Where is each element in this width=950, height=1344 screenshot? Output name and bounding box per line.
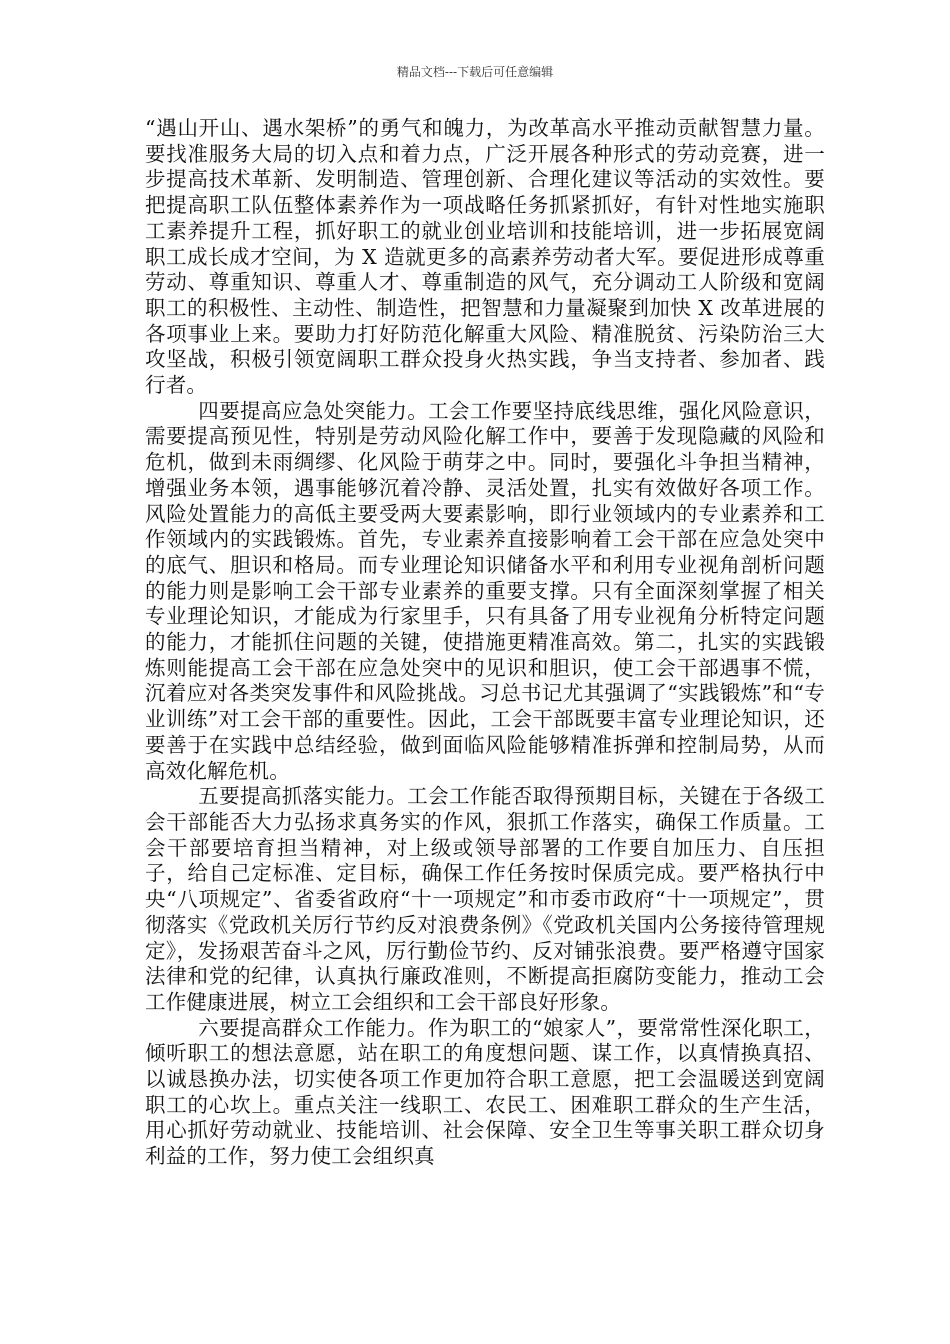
paragraph-implementation: 五要提高抓落实能力。工会工作能否取得预期目标，关键在于各级工会干部能否大力弘扬求真务实的作风，狠抓工作落实，确保工作质量。工会干部要培育担当精神，对上级或领导部署的工作要自加压力、自压担子，给自己定标准、定目标，确保工作任务按时保质完成。要严格执行中央“八项规定”、省委省政府“十一项规定”和市委市政府“十一项规定”，贯彻落实《党政机关厉行节约反对浪费条例》《党政机关国内公务接待管理规定》，发扬艰苦奋斗之风，厉行勤俭节约、反对铺张浪费。要严格遵守国家法律和党的纪律，认真执行廉政准则，不断提高拒腐防变能力，推动工会工作健康进展，树立工会组织和工会干部良好形象。 (145, 784, 825, 1014)
page-header: 精品文档---下载后可任意编辑 (396, 65, 554, 79)
paragraph-emergency-response: 四要提高应急处突能力。工会工作要坚持底线思维，强化风险意识，需要提高预见性，特别是劳动风险化解工作中，要善于发现隐藏的风险和危机，做到未雨绸缪、化风险于萌芽之中。同时，要强化斗争担当精神，增强业务本领，遇事能够沉着冷静、灵活处置，扎实有效做好各项工作。风险处置能力的高低主要受两大要素影响，即行业领域内的专业素养和工作领域内的实践锻炼。首先，专业素养直接影响着工会干部在应急处突中的底气、胆识和格局。而专业理论知识储备水平和利用专业视角剖析问题的能力则是影响工会干部专业素养的重要支撑。只有全面深刻掌握了相关专业理论知识，才能成为行家里手，只有具备了用专业视角分析特定问题的能力，才能抓住问题的关键，使措施更精准高效。第二，扎实的实践锻炼则能提高工会干部在应急处突中的见识和胆识，使工会干部遇事不慌，沉着应对各类突发事件和风险挑战。习总书记尤其强调了“实践锻炼”和“专业训练”对工会干部的重要性。因此，工会干部既要丰富专业理论知识，还要善于在实践中总结经验，做到面临风险能够精准拆弹和控制局势，从而高效化解危机。 (145, 398, 825, 783)
document-body (145, 116, 825, 1170)
paragraph-mass-work: 六要提高群众工作能力。作为职工的“娘家人”，要常常性深化职工，倾听职工的想法意愿，站在职工的角度想问题、谋工作，以真情换真招、以诚恳换办法，切实使各项工作更加符合职工意愿，把工会温暖送到宽阔职工的心坎上。重点关注一线职工、农民工、困难职工群众的生产生活，用心抓好劳动就业、技能培训、社会保障、安全卫生等事关职工群众切身利益的工作，努力使工会组织真 (145, 1015, 825, 1169)
paragraph-continued: “遇山开山、遇水架桥”的勇气和魄力，为改革高水平推动贡献智慧力量。要找准服务大局的切入点和着力点，广泛开展各种形式的劳动竞赛，进一步提高技术革新、发明制造、管理创新、合理化建议等活动的实效性。要把提高职工队伍整体素养作为一项战略任务抓紧抓好，有针对性地实施职工素养提升工程，抓好职工的就业创业培训和技能培训，进一步拓展宽阔职工成长成才空间，为 X 造就更多的高素养劳动者大军。要促进形成尊重劳动、尊重知识、尊重人才、尊重制造的风气，充分调动工人阶级和宽阔职工的积极性、主动性、制造性，把智慧和力量凝聚到加快 X 改革进展的各项事业上来。要助力打好防范化解重大风险、精准脱贫、污染防治三大攻坚战，积极引领宽阔职工群众投身火热实践，争当支持者、参加者、践行者。 (145, 116, 825, 398)
